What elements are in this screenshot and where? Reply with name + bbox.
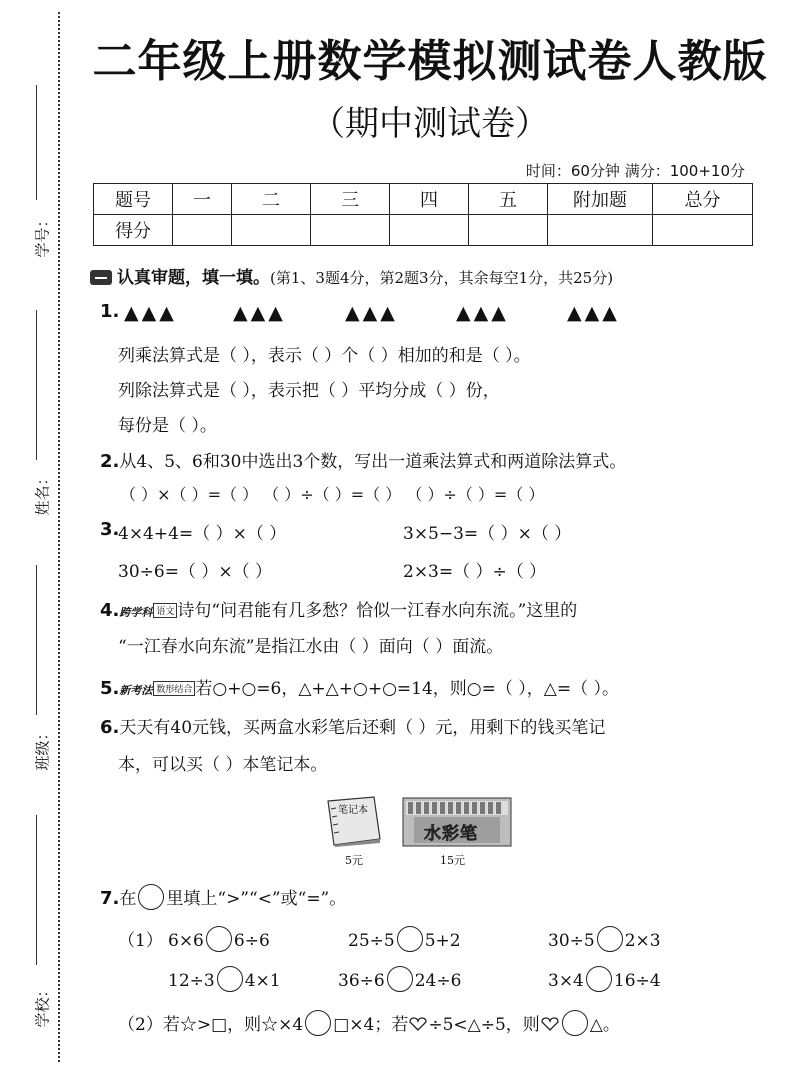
table-cell: 得分 [94, 215, 173, 246]
school-label: 学校： [33, 982, 52, 1028]
score-cell[interactable] [390, 215, 469, 246]
compare-circle[interactable] [387, 966, 413, 992]
score-cell[interactable] [469, 215, 548, 246]
notebook-label: 笔记本 [338, 805, 368, 816]
cross-subject-tag: 跨学科 语文 [119, 603, 177, 620]
equation: 3×5−3=（ ）×（ ） [403, 524, 572, 544]
compare-circle[interactable] [397, 926, 423, 952]
score-cell[interactable] [173, 215, 232, 246]
question-text: 本，可以买（ ）本笔记本。 [118, 755, 328, 775]
question-text: 5.新考法 数形结合 若○+○=6，△+△+○+○=14，则○=（ ），△=（ ）。 [100, 678, 619, 699]
triangle-group-icon: ▲▲▲ [456, 302, 509, 324]
part-label: （1） [118, 931, 163, 951]
section-note: (第1、3题4分，第2题3分，其余每空1分，共25分) [270, 269, 614, 287]
table-cell: 题号 [94, 184, 173, 215]
compare-circle[interactable] [217, 966, 243, 992]
class-label: 班级： [33, 725, 52, 771]
watercolor-pens-image [402, 797, 512, 847]
answer-blanks: （ ）×（ ）=（ ） （ ）÷（ ）=（ ） （ ）÷（ ）=（ ） [120, 485, 545, 504]
score-cell[interactable] [232, 215, 311, 246]
compare-circle[interactable] [206, 926, 232, 952]
triangle-group-icon: ▲▲▲ [567, 302, 620, 324]
question-text: 2.从4、5、6和30中选出3个数，写出一道乘法算式和两道除法算式。 [100, 451, 627, 472]
page-subtitle: （期中测试卷） [311, 104, 549, 144]
score-cell[interactable] [548, 215, 653, 246]
equation: 4×4+4=（ ）×（ ） [118, 524, 287, 544]
section-number-badge [90, 270, 112, 285]
question-text: 6.天天有40元钱，买两盒水彩笔后还剩（ ）元，用剩下的钱买笔记 [100, 717, 606, 738]
circle-blank [138, 884, 164, 910]
question-text: “一江春水向东流”是指江水由（ ）面向（ ）面流。 [118, 637, 504, 657]
question-number: 3. [100, 519, 120, 540]
question-number: 1. [100, 301, 120, 322]
cut-line [58, 12, 60, 1062]
equation: 30÷6=（ ）×（ ） [118, 562, 272, 582]
comparison-item: 25÷5 5+2 [348, 926, 461, 952]
triangle-group-icon: ▲▲▲ [345, 302, 398, 324]
comparison-item: 36÷6 24÷6 [338, 966, 461, 992]
triangle-group-icon: ▲▲▲ [233, 302, 286, 324]
comparison-item: （2）若☆>□，则☆×4 □×4；若 ÷5<△÷5，则 △。 [118, 1010, 620, 1036]
table-cell: 一 [173, 184, 232, 215]
score-cell[interactable] [311, 215, 390, 246]
fill-line [36, 85, 37, 200]
score-table-score-row [94, 215, 753, 246]
watercolor-price: 15元 [440, 854, 465, 867]
compare-circle[interactable] [597, 926, 623, 952]
table-cell: 三 [311, 184, 390, 215]
compare-circle[interactable] [305, 1010, 331, 1036]
comparison-item: 6×6 6÷6 [168, 926, 270, 952]
fill-line [36, 310, 37, 460]
section-title: 认真审题，填一填。 [117, 268, 270, 288]
notebook-image [322, 795, 384, 847]
question-text: 列乘法算式是（ ），表示（ ）个（ ）相加的和是（ ）。 [118, 346, 531, 366]
table-cell: 附加题 [548, 184, 653, 215]
table-cell: 五 [469, 184, 548, 215]
table-cell: 二 [232, 184, 311, 215]
question-text: 7.在 里填上“>”“<”或“=”。 [100, 884, 346, 910]
name-label: 姓名： [33, 470, 52, 516]
watercolor-label: 水彩笔 [424, 824, 478, 844]
section-heading [90, 263, 613, 288]
question-text: 4.跨学科 语文 诗句“问君能有几多愁？恰似一江春水向东流。”这里的 [100, 600, 578, 621]
table-cell: 四 [390, 184, 469, 215]
binding-margin [0, 0, 75, 1072]
question-text: 列除法算式是（ ），表示把（ ）平均分成（ ）份， [118, 381, 500, 401]
heart-icon [408, 1017, 428, 1031]
fill-line [36, 815, 37, 965]
triangle-group-icon: ▲▲▲ [124, 302, 177, 324]
comparison-item: 3×4 16÷4 [548, 966, 661, 992]
score-table-header-row [94, 184, 753, 215]
score-cell[interactable] [653, 215, 753, 246]
equation: 2×3=（ ）÷（ ） [403, 562, 547, 582]
question-text: 每份是（ ）。 [118, 416, 217, 436]
compare-circle[interactable] [562, 1010, 588, 1036]
page-title: 二年级上册数学模拟测试卷人教版 [92, 36, 768, 87]
fill-line [36, 565, 37, 715]
new-method-tag: 新考法 数形结合 [119, 681, 195, 698]
score-table [93, 183, 753, 246]
student-id-label: 学号： [33, 212, 52, 258]
time-info: 时间：60分钟 满分：100+10分 [525, 162, 745, 180]
compare-circle[interactable] [586, 966, 612, 992]
notebook-price: 5元 [345, 854, 363, 867]
comparison-item: 12÷3 4×1 [168, 966, 281, 992]
table-cell: 总分 [653, 184, 753, 215]
comparison-item: 30÷5 2×3 [548, 926, 661, 952]
heart-icon [540, 1017, 560, 1031]
